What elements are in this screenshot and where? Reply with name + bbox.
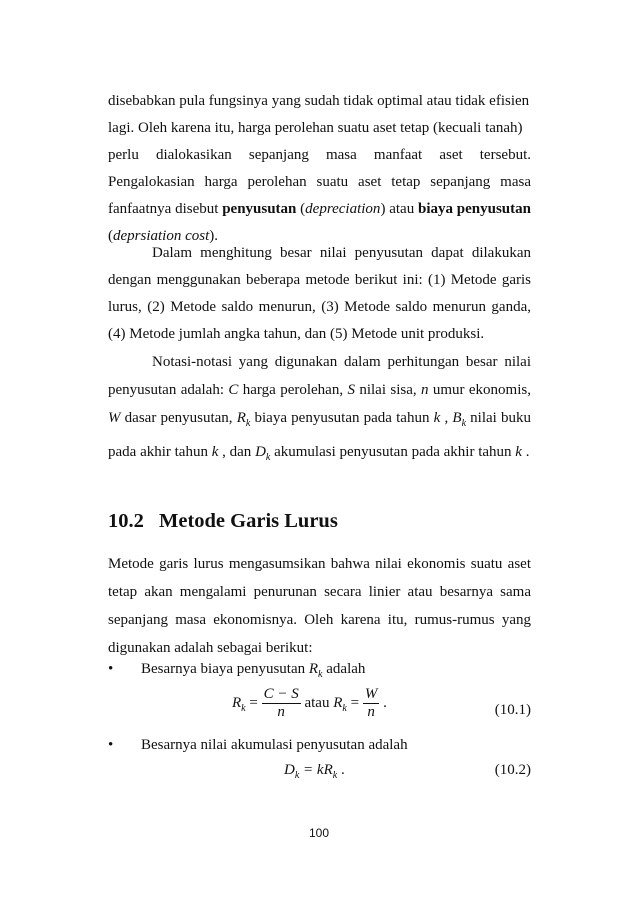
paragraph-3 (108, 348, 531, 472)
denominator: n (367, 704, 375, 720)
subscript-k: k (318, 669, 323, 680)
symbol-r-base: R (333, 694, 343, 711)
text: . (521, 444, 530, 460)
symbol-r (308, 661, 323, 680)
equals-sign: = (245, 694, 262, 711)
text: ). (209, 228, 218, 244)
term-depreciation: depreciation (305, 201, 381, 217)
equation-number: (10.1) (494, 702, 531, 718)
line: lagi. Oleh karena itu, harga perolehan suatu aset tetap (kecuali tanah) (108, 120, 523, 136)
text: dasar penyusutan, (120, 410, 237, 426)
symbol-k: k (515, 444, 522, 460)
symbol-r-base: R (308, 661, 319, 677)
paragraph-1 (108, 88, 531, 250)
equals-sign: = (346, 694, 363, 711)
text: harga perolehan, (238, 382, 348, 398)
text: , (440, 410, 453, 426)
subscript-k: k (294, 770, 300, 781)
text: adalah (322, 661, 366, 677)
subscript-k: k (342, 702, 347, 714)
text: biaya penyusutan pada tahun (250, 410, 434, 426)
symbol-d (255, 444, 271, 463)
paragraph-2: Dalam menghitung besar nilai penyusutan dapat dilakukan dengan menggunakan beberapa metode berikut ini: (1) Metode garis lurus, (2) Metode saldo menurun, (3) Metode saldo menurun ganda, (4) Metode jumlah angka tahun, dan (5) Metode unit produksi. (108, 245, 531, 342)
text: , dan (218, 444, 256, 460)
text: . (337, 762, 345, 778)
text: Notasi-notasi yang digunakan dalam perhitungan besar nilai penyusutan adalah: (108, 354, 531, 398)
text: atau (300, 694, 334, 711)
subscript-k: k (265, 452, 271, 463)
symbol-n: n (420, 382, 429, 398)
bullet-icon: • (108, 737, 114, 753)
text: Besarnya biaya penyusutan (141, 661, 309, 677)
symbol-c: C (228, 382, 239, 398)
equation-10-2 (284, 762, 345, 781)
text: nilai sisa, (354, 382, 421, 398)
term-penyusutan: penyusutan (222, 201, 297, 217)
line: Pengalokasian harga perolehan suatu aset tetap sepanjang masa (108, 174, 531, 190)
symbol-r-base: R (236, 410, 246, 426)
numerator: C − S (263, 686, 299, 702)
denominator: n (277, 704, 285, 720)
symbol-k: k (211, 444, 219, 460)
symbol-r-base: R (232, 694, 242, 711)
fraction (262, 686, 301, 721)
term-biaya-penyusutan: biaya penyusutan (417, 201, 531, 217)
symbol-s: S (347, 382, 355, 398)
fraction (363, 686, 380, 721)
text: fanfaatnya disebut (108, 201, 223, 217)
subscript-k: k (241, 702, 246, 714)
symbol-b-base: B (452, 410, 462, 426)
equation-10-1 (232, 686, 387, 721)
symbol-r (236, 410, 251, 429)
bullet-icon: • (108, 661, 114, 677)
symbol-w: W (108, 410, 121, 426)
line: disebabkan pula fungsinya yang sudah tidak optimal atau tidak efisien (108, 93, 530, 109)
symbol-k: k (433, 410, 441, 426)
eq-lhs-2 (333, 694, 347, 714)
line (108, 196, 531, 223)
paragraph-4: Metode garis lurus mengasumsikan bahwa nilai ekonomis suatu aset tetap akan mengalami penurunan secara linier atau besarnya sama sepanjang masa ekonomisnya. Oleh karena itu, rumus-rumus yang digunakan adalah sebagai berikut: (108, 556, 531, 656)
eq-rhs (299, 762, 338, 781)
symbol-b (452, 410, 467, 429)
text: ) atau (380, 201, 418, 217)
bullet-text (141, 661, 365, 680)
numerator: W (364, 686, 378, 702)
section-title: Metode Garis Lurus (159, 510, 338, 532)
eq-lhs (232, 694, 246, 714)
eq-lhs (284, 762, 300, 781)
bullet-text: Besarnya nilai akumulasi penyusutan adalah (141, 737, 408, 753)
section-heading (108, 510, 338, 533)
subscript-k: k (245, 418, 251, 429)
text: umur ekonomis, (428, 382, 531, 398)
subscript-k: k (332, 770, 338, 781)
symbol-d-base: D (255, 444, 266, 460)
equation-number: (10.2) (494, 762, 531, 778)
symbol-d-base: D (284, 762, 295, 778)
section-number: 10.2 (108, 510, 144, 532)
text: ( (296, 201, 306, 217)
text: . (379, 694, 387, 711)
text: ( (108, 228, 113, 244)
term-deprsiation-cost: deprsiation cost (113, 228, 210, 244)
subscript-k: k (461, 418, 467, 429)
line: perlu dialokasikan sepanjang masa manfaat aset tersebut. (108, 147, 531, 163)
text: nilai buku pada akhir tahun (108, 410, 532, 460)
text: akumulasi penyusutan pada akhir tahun (270, 444, 516, 460)
page-number: 100 (308, 826, 330, 840)
rhs-expression: = kR (299, 762, 333, 778)
